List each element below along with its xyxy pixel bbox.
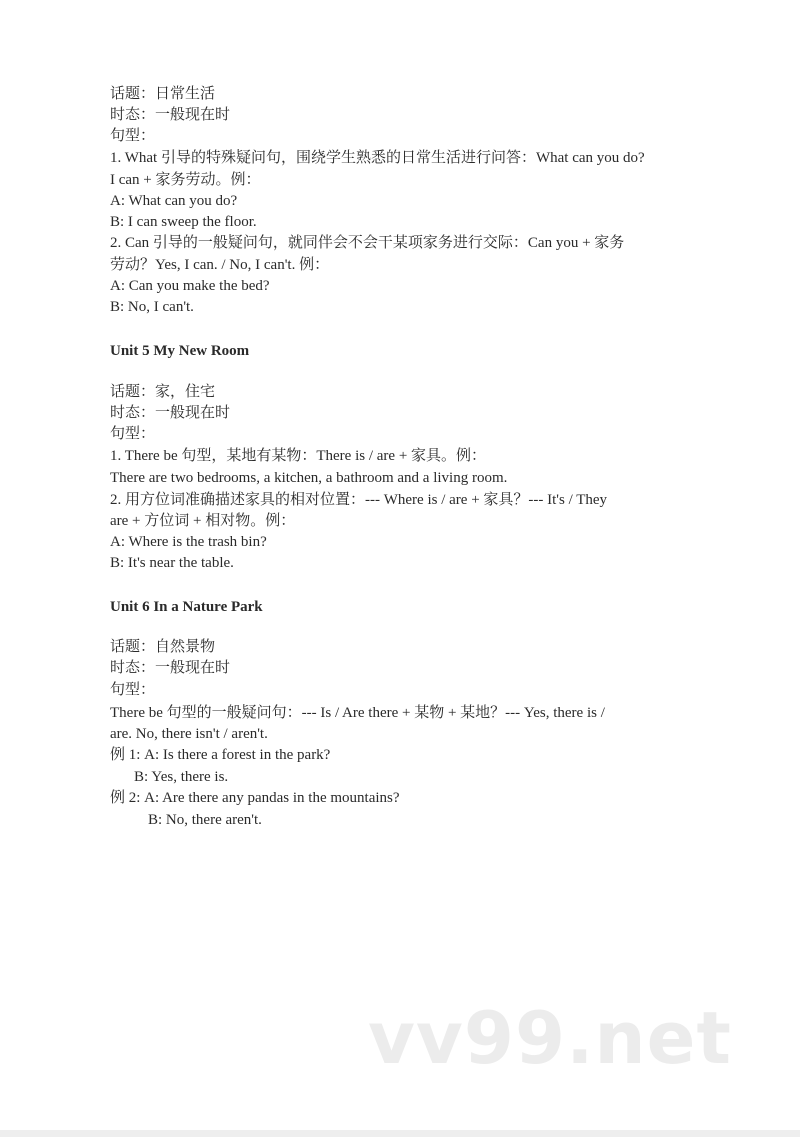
unit5-pattern-2-line-1: 2. 用方位词准确描述家具的相对位置：--- Where is / are + 家具？--- It's / They [110, 492, 608, 508]
watermark: vv99.net [368, 996, 732, 1080]
intro-pattern-1-line-2: I can + 家务劳动。例： [110, 172, 261, 188]
unit5-title: Unit 5 My New Room [110, 343, 250, 359]
intro-pattern-1-line-1: 1. What 引导的特殊疑问句，围绕学生熟悉的日常生活进行问答：What can you do? [110, 150, 645, 166]
intro-pattern-2-line-2: 劳动？Yes, I can. / No, I can't. 例： [110, 257, 330, 273]
unit6-pattern-label: 句型： [110, 682, 156, 698]
unit6-topic: 话题：自然景物 [110, 639, 216, 655]
unit6-pattern-line-2: are. No, there isn't / aren't. [110, 726, 268, 742]
unit5-example-a: A: Where is the trash bin? [110, 534, 267, 550]
unit5-tense: 时态：一般现在时 [110, 405, 231, 421]
intro-tense: 时态：一般现在时 [110, 107, 231, 123]
unit6-example-2-a: 例 2: A: Are there any pandas in the mountains? [110, 790, 400, 806]
intro-topic: 话题：日常生活 [110, 86, 216, 102]
intro-example-1-b: B: I can sweep the floor. [110, 214, 257, 230]
intro-pattern-label: 句型： [110, 128, 156, 144]
unit6-example-1-b: B: Yes, there is. [134, 769, 229, 785]
page-bottom-edge [0, 1130, 800, 1137]
unit5-topic: 话题：家，住宅 [110, 384, 216, 400]
unit6-example-2-b: B: No, there aren't. [148, 812, 262, 828]
unit6-title: Unit 6 In a Nature Park [110, 599, 263, 615]
intro-example-1-a: A: What can you do? [110, 193, 238, 209]
unit5-pattern-2-line-2: are + 方位词 + 相对物。例： [110, 513, 296, 529]
intro-pattern-2-line-1: 2. Can 引导的一般疑问句，就同伴会不会干某项家务进行交际：Can you + 家务 [110, 235, 625, 251]
intro-example-2-a: A: Can you make the bed? [110, 278, 270, 294]
unit6-example-1-a: 例 1: A: Is there a forest in the park? [110, 747, 331, 763]
unit5-pattern-1-line-1: 1. There be 句型，某地有某物：There is / are + 家具。例： [110, 448, 487, 464]
unit5-pattern-label: 句型： [110, 426, 156, 442]
unit6-tense: 时态：一般现在时 [110, 660, 231, 676]
unit6-pattern-line-1: There be 句型的一般疑问句：--- Is / Are there + 某物 + 某地？--- Yes, there is / [110, 705, 605, 721]
intro-example-2-b: B: No, I can't. [110, 299, 194, 315]
unit5-pattern-1-line-2: There are two bedrooms, a kitchen, a bathroom and a living room. [110, 470, 508, 486]
unit5-example-b: B: It's near the table. [110, 555, 234, 571]
